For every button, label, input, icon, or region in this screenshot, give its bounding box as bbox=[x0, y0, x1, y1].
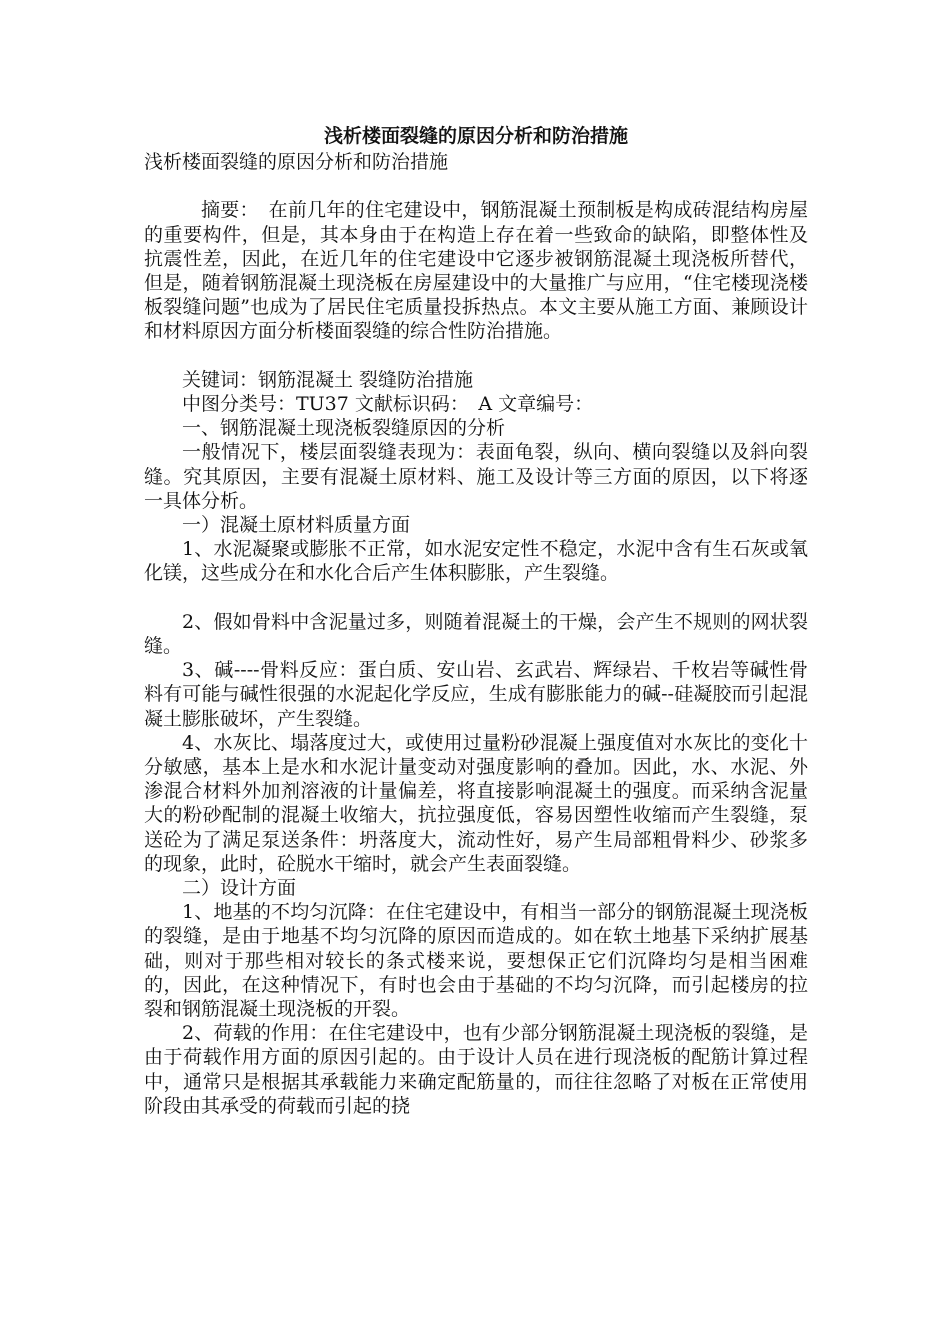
materials-item-1: 1、水泥凝聚或膨胀不正常，如水泥安定性不稳定，水泥中含有生石灰或氧化镁，这些成分在和水化合后产生体积膨胀，产生裂缝。 bbox=[144, 538, 808, 585]
document-title: 浅析楼面裂缝的原因分析和防治措施 bbox=[323, 125, 628, 147]
spacer bbox=[144, 586, 808, 610]
keywords-line: 关键词：钢筋混凝土 裂缝防治措施 bbox=[182, 368, 474, 391]
design-item-2: 2、荷载的作用：在住宅建设中，也有少部分钢筋混凝土现浇板的裂缝，是由于荷载作用方面的原因引起的。由于设计人员在进行现浇板的配筋计算过程中，通常只是根据其承载能力来确定配筋量的，而往往忽略了对板在正常使用阶段由其承受的荷载而引起的挠 bbox=[144, 1022, 808, 1117]
document-page bbox=[144, 122, 808, 1118]
subsection-heading-design: 二）设计方面 bbox=[182, 877, 297, 900]
materials-item-2: 2、假如骨料中含泥量过多，则随着混凝土的干燥，会产生不规则的网状裂缝。 bbox=[144, 610, 808, 658]
design-item-1: 1、地基的不均匀沉降：在住宅建设中，有相当一部分的钢筋混凝土现浇板的裂缝，是由于地基不均匀沉降的原因而造成的。如在软土地基下采纳扩展基础，则对于那些相对较长的条式楼来说，要想保正它们沉降均匀是相当困难的，因此，在这种情况下，有时也会由于基础的不均匀沉降，而引起楼房的拉裂和钢筋混凝土现浇板的开裂。 bbox=[144, 901, 808, 1021]
classification-line: 中图分类号：TU37 文献标识码： A 文章编号： bbox=[182, 393, 594, 415]
section-heading-causes: 一、钢筋混凝土现浇板裂缝原因的分析 bbox=[182, 417, 506, 440]
spacer bbox=[144, 174, 808, 198]
subsection-heading-materials: 一）混凝土原材料质量方面 bbox=[182, 514, 411, 537]
materials-item-4: 4、水灰比、塌落度过大，或使用过量粉砂混凝上强度值对水灰比的变化十分敏感，基本上是水和水泥计量变动对强度影响的叠加。因此，水、水泥、外渗混合材料外加剂溶液的计量偏差，将直接影响混凝土的强度。而采纳含泥量大的粉砂配制的混凝土收缩大，抗拉强度低，容易因塑性收缩而产生裂缝，泵送砼为了满足泵送条件：坍落度大，流动性好，易产生局部粗骨料少、砂浆多的现象，此时，砼脱水干缩时，就会产生表面裂缝。 bbox=[144, 731, 808, 875]
materials-item-3: 3、碱----骨料反应：蛋白质、安山岩、玄武岩、辉绿岩、千枚岩等碱性骨料有可能与碱性很强的水泥起化学反应，生成有膨胀能力的碱--硅凝胶而引起混凝土膨胀破坏，产生裂缝。 bbox=[144, 659, 808, 730]
spacer bbox=[144, 344, 808, 368]
abstract-paragraph: 摘要： 在前几年的住宅建设中，钢筋混凝土预制板是构成砖混结构房屋的重要构件，但是，其本身由于在构造上存在着一些致命的缺陷，即整体性及抗震性差，因此，在近几年的住宅建设中它逐步被钢筋混凝土现浇板所替代，但是，随着钢筋混凝土现浇板在房屋建设中的大量推广与应用，“住宅楼现浇楼板裂缝问题”也成为了居民住宅质量投拆热点。本文主要从施工方面、兼顾设计和材料原因方面分析楼面裂缝的综合性防治措施。 bbox=[144, 199, 808, 343]
document-subtitle: 浅析楼面裂缝的原因分析和防治措施 bbox=[144, 151, 449, 173]
section-intro-paragraph: 一般情况下，楼层面裂缝表现为：表面龟裂，纵向、横向裂缝以及斜向裂缝。究其原因，主要有混凝土原材料、施工及设计等三方面的原因，以下将逐一具体分析。 bbox=[144, 441, 808, 512]
